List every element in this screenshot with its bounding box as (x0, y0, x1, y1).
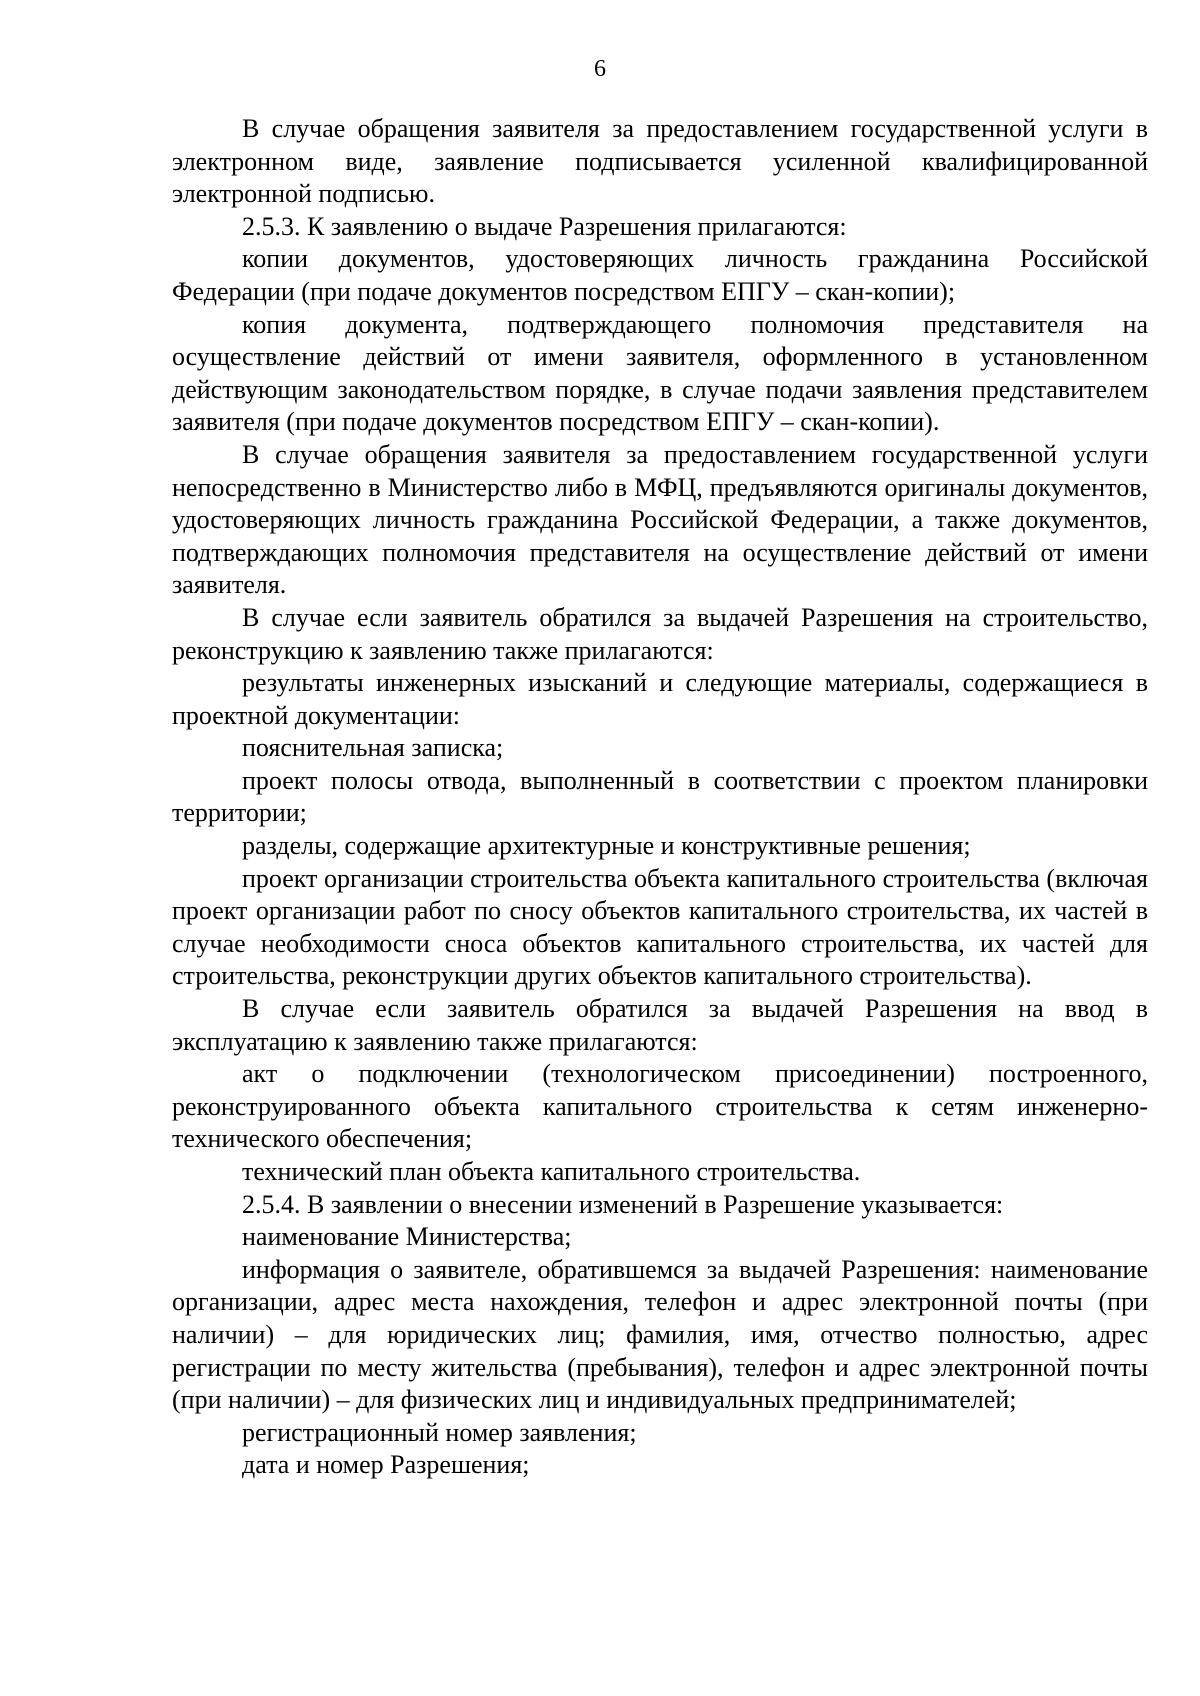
list-item: копии документов, удостоверяющих личность гражданина Российской Федерации (при подаче документов посредством ЕПГУ – скан-копии); (172, 244, 1148, 306)
paragraph: В случае если заявитель обратился за выдачей Разрешения на ввод в эксплуатацию к заявлению также прилагаются: (172, 994, 1148, 1056)
list-item: акт о подключении (технологическом присоединении) построенного, реконструированного объекта капитального строительства к сетям инженерно-технического обеспечения; (172, 1059, 1148, 1154)
list-item: дата и номер Разрешения; (242, 1450, 530, 1480)
list-item: результаты инженерных изысканий и следующие материалы, содержащиеся в проектной документации: (172, 668, 1148, 730)
section-heading-2-5-3: 2.5.3. К заявлению о выдаче Разрешения прилагаются: (242, 211, 847, 241)
list-item: проект полосы отвода, выполненный в соответствии с проектом планировки территории; (172, 765, 1148, 828)
list-item: копия документа, подтверждающего полномочия представителя на осуществление действий от имени заявителя, оформленного в установленном действующим законодательством порядке, в случае подачи заявления представителем заявителя (при подаче документов посредством ЕПГУ – скан-копии). (172, 309, 1148, 437)
document-body (172, 113, 1148, 1482)
paragraph: В случае если заявитель обратился за выдачей Разрешения на строительство, реконструкцию к заявлению также прилагаются: (172, 602, 1148, 665)
list-item: пояснительная записка; (242, 733, 504, 763)
list-item: регистрационный номер заявления; (242, 1417, 637, 1447)
list-item: проект организации строительства объекта капитального строительства (включая проект организации работ по сносу объектов капитального строительства, их частей в случае необходимости сноса объектов капитального строительства, их частей для строительства, реконструкции других объектов капитального строительства). (172, 863, 1148, 991)
page-number: 6 (594, 56, 606, 82)
paragraph: В случае обращения заявителя за предоставлением государственной услуги в электронном виде, заявление подписывается усиленной квалифицированной электронной подписью. (172, 114, 1148, 209)
list-item: технический план объекта капитального строительства. (242, 1157, 861, 1186)
paragraph: В случае обращения заявителя за предоставлением государственной услуги непосредственно в Министерство либо в МФЦ, предъявляются оригиналы документов, удостоверяющих личность гражданина Российской Федерации, а также документов, подтверждающих полномочия представителя на осуществление действий от имени заявителя. (172, 439, 1148, 600)
list-item: разделы, содержащие архитектурные и конструктивные решения; (242, 831, 971, 861)
section-heading-2-5-4: 2.5.4. В заявлении о внесении изменений в Разрешение указывается: (242, 1189, 1004, 1219)
list-item: информация о заявителе, обратившемся за выдачей Разрешения: наименование организации, адрес места нахождения, телефон и адрес электронной почты (при наличии) – для юридических лиц; фамилия, имя, отчество полностью, адрес регистрации по месту жительства (пребывания), телефон и адрес электронной почты (при наличии) – для физических лиц и индивидуальных предпринимателей; (172, 1254, 1148, 1415)
list-item: наименование Министерства; (242, 1222, 572, 1252)
